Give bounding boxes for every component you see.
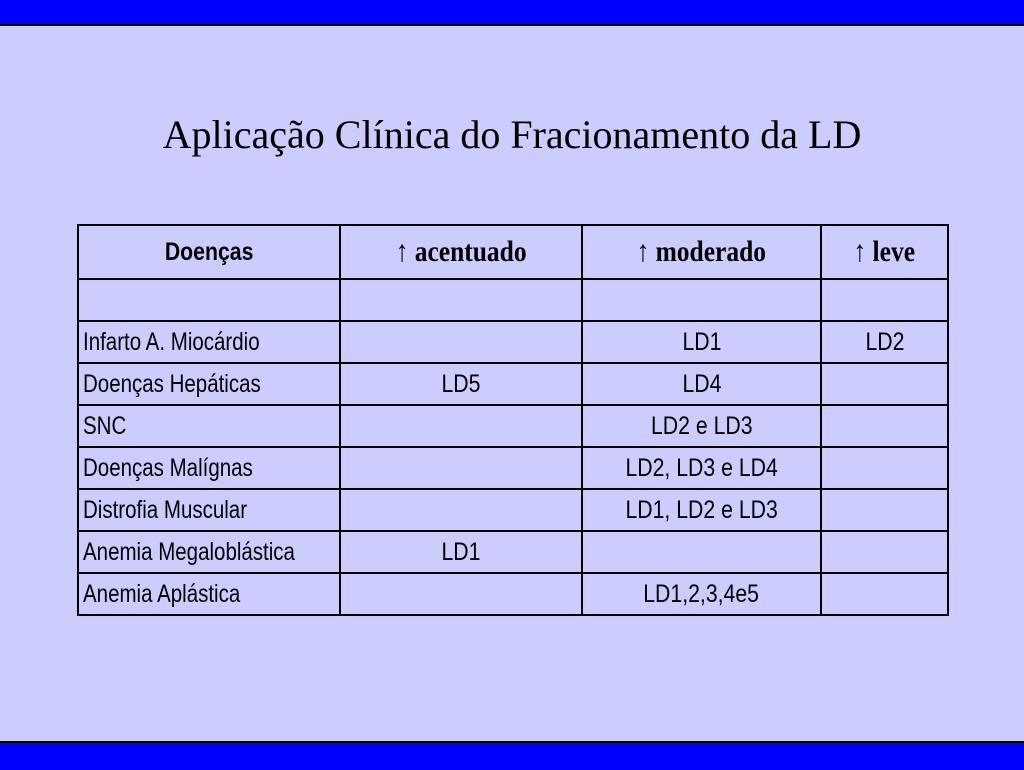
slide-title: Aplicação Clínica do Fracionamento da LD — [162, 112, 862, 157]
ld-value: LD1, LD2 e LD3 — [625, 495, 778, 524]
header-leve: ↑ leve — [821, 225, 948, 279]
cell-leve — [821, 363, 948, 405]
ld-value: LD2 — [865, 327, 904, 356]
cell-moderado — [582, 573, 821, 615]
cell-name — [78, 531, 340, 573]
ld-value: LD2 e LD3 — [650, 411, 753, 440]
cell-name — [78, 279, 340, 321]
cell-acentuado — [340, 279, 582, 321]
disease-name: SNC — [83, 411, 127, 440]
cell-moderado — [582, 279, 821, 321]
cell-leve — [821, 489, 948, 531]
cell-leve — [821, 531, 948, 573]
table-row — [78, 573, 948, 615]
ld-value: LD1 — [682, 327, 721, 356]
ld-fraction-table — [77, 224, 949, 616]
cell-moderado — [582, 447, 821, 489]
cell-moderado — [582, 363, 821, 405]
cell-leve — [821, 573, 948, 615]
ld-value: LD2, LD3 e LD4 — [625, 453, 778, 482]
cell-acentuado — [340, 363, 582, 405]
cell-acentuado — [340, 531, 582, 573]
cell-acentuado — [340, 405, 582, 447]
disease-name: Distrofia Muscular — [83, 495, 248, 524]
cell-moderado — [582, 321, 821, 363]
cell-name — [78, 405, 340, 447]
table-row — [78, 279, 948, 321]
cell-name — [78, 447, 340, 489]
ld-value: LD4 — [682, 369, 721, 398]
cell-name — [78, 573, 340, 615]
disease-name: Anemia Aplástica — [83, 579, 241, 608]
table-row — [78, 405, 948, 447]
cell-acentuado — [340, 447, 582, 489]
top-bar — [0, 0, 1024, 26]
disease-name: Infarto A. Miocárdio — [83, 327, 260, 356]
cell-leve — [821, 405, 948, 447]
table-row — [78, 363, 948, 405]
cell-acentuado — [340, 489, 582, 531]
ld-value: LD1 — [441, 537, 481, 566]
disease-name: Anemia Megaloblástica — [83, 537, 295, 566]
cell-leve — [821, 447, 948, 489]
header-acentuado: ↑ acentuado — [340, 225, 582, 279]
header-row — [78, 225, 948, 279]
table-row — [78, 489, 948, 531]
cell-moderado — [582, 405, 821, 447]
cell-name — [78, 363, 340, 405]
cell-moderado — [582, 531, 821, 573]
disease-name: Doenças Hepáticas — [83, 369, 261, 398]
table-row — [78, 447, 948, 489]
cell-leve — [821, 321, 948, 363]
cell-acentuado — [340, 321, 582, 363]
ld-value: LD1,2,3,4e5 — [643, 579, 760, 608]
cell-name — [78, 489, 340, 531]
header-doencas: Doenças — [78, 225, 340, 279]
cell-acentuado — [340, 573, 582, 615]
table-row — [78, 531, 948, 573]
bottom-bar — [0, 741, 1024, 770]
table-row — [78, 321, 948, 363]
cell-moderado — [582, 489, 821, 531]
header-moderado: ↑ moderado — [582, 225, 821, 279]
cell-leve — [821, 279, 948, 321]
cell-name — [78, 321, 340, 363]
ld-value: LD5 — [441, 369, 481, 398]
disease-name: Doenças Malígnas — [83, 453, 253, 482]
